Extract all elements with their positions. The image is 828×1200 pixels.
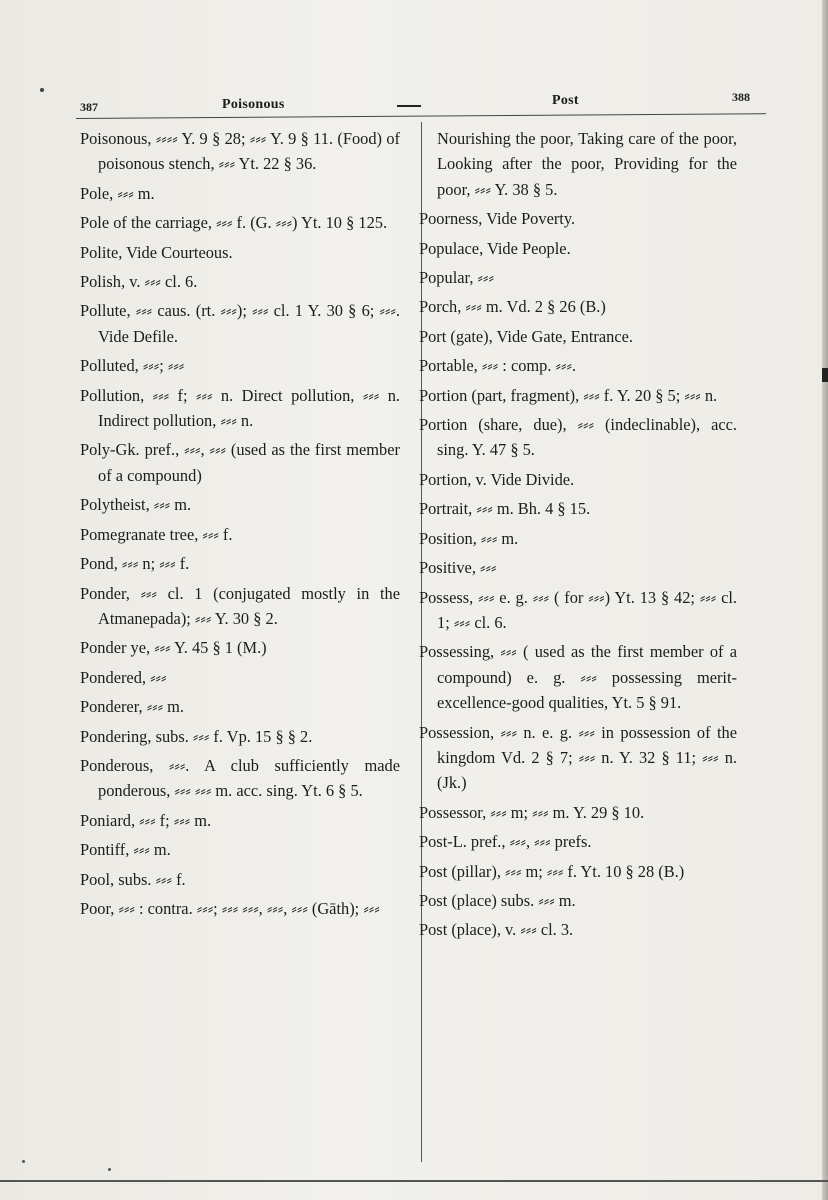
dictionary-entry: Possessor, ⸗⸗⸗ m; ⸗⸗⸗ m. Y. 29 § 10. [419, 802, 645, 822]
dictionary-entry: Pondering, subs. ⸗⸗⸗ f. Vp. 15 § § 2. [80, 726, 313, 746]
dictionary-entry: Polluted, ⸗⸗⸗; ⸗⸗⸗ [80, 356, 185, 376]
header-dash [397, 105, 421, 107]
dictionary-entry: Pole, ⸗⸗⸗ m. [80, 183, 155, 203]
right-column [419, 126, 737, 947]
page-header [0, 0, 828, 120]
dictionary-entry: Nourishing the poor, Taking care of the poor, Looking after the poor, Providing for the poor, ⸗⸗⸗ Y. 38 § 5. [437, 129, 737, 199]
dictionary-entry: Possessing, ⸗⸗⸗ ( used as the first member of a compound) e. g. ⸗⸗⸗ possessing merit-excellence-good qualities, Yt. 5 § 91. [419, 642, 737, 713]
dictionary-entry: Poor, ⸗⸗⸗ : contra. ⸗⸗⸗; ⸗⸗⸗ ⸗⸗⸗, ⸗⸗⸗, ⸗⸗⸗ (Gāth); ⸗⸗⸗ [80, 898, 380, 918]
page-number-left: 387 [80, 100, 98, 114]
dictionary-entry: Portion, v. Vide Divide. [419, 469, 575, 489]
dictionary-entry: Porch, ⸗⸗⸗ m. Vd. 2 § 26 (B.) [419, 297, 606, 317]
bottom-rule [0, 1180, 828, 1182]
dictionary-entry: Port (gate), Vide Gate, Entrance. [419, 326, 633, 346]
dictionary-entry: Pole of the carriage, ⸗⸗⸗ f. (G. ⸗⸗⸗) Yt. 10 § 125. [80, 213, 388, 233]
dictionary-entry: Populace, Vide People. [419, 238, 571, 258]
dictionary-entry: Pondered, ⸗⸗⸗ [80, 667, 167, 687]
ink-speck [108, 1168, 111, 1171]
dictionary-entry: Portable, ⸗⸗⸗ : comp. ⸗⸗⸗. [419, 356, 577, 376]
dictionary-entry: Pool, subs. ⸗⸗⸗ f. [80, 869, 186, 889]
dictionary-entry: Poniard, ⸗⸗⸗ f; ⸗⸗⸗ m. [80, 810, 212, 830]
dictionary-entry: Polish, v. ⸗⸗⸗ cl. 6. [80, 272, 198, 292]
page-number-right: 388 [732, 90, 750, 104]
dictionary-entry: Ponderer, ⸗⸗⸗ m. [80, 697, 185, 717]
dictionary-entry: Ponderous, ⸗⸗⸗. A club sufficiently made ponderous, ⸗⸗⸗ ⸗⸗⸗ m. acc. sing. Yt. 6 § 5. [80, 755, 400, 801]
dictionary-entry: Poly-Gk. pref., ⸗⸗⸗, ⸗⸗⸗ (used as the first member of a compound) [80, 440, 400, 485]
running-head-left: Poisonous [222, 97, 285, 112]
dictionary-entry: Post (place) subs. ⸗⸗⸗ m. [419, 890, 576, 910]
dictionary-entry: Position, ⸗⸗⸗ m. [419, 528, 519, 548]
dictionary-entry: Possess, ⸗⸗⸗ e. g. ⸗⸗⸗ ( for ⸗⸗⸗) Yt. 13 § 42; ⸗⸗⸗ cl. 1; ⸗⸗⸗ cl. 6. [419, 587, 737, 632]
dictionary-entry: Portion (share, due), ⸗⸗⸗ (indeclinable), acc. sing. Y. 47 § 5. [419, 415, 737, 460]
dictionary-entry: Polytheist, ⸗⸗⸗ m. [80, 495, 192, 515]
dictionary-entry: Poisonous, ⸗⸗⸗⸗ Y. 9 § 28; ⸗⸗⸗ Y. 9 § 11. (Food) of poisonous stench, ⸗⸗⸗ Yt. 22 § 36. [80, 129, 400, 174]
dictionary-entry: Positive, ⸗⸗⸗ [419, 558, 497, 578]
dictionary-entry: Polite, Vide Courteous. [80, 242, 233, 262]
header-rule [76, 113, 766, 119]
dictionary-entry: Pomegranate tree, ⸗⸗⸗ f. [80, 524, 233, 544]
dictionary-entry: Possession, ⸗⸗⸗ n. e. g. ⸗⸗⸗ in possession of the kingdom Vd. 2 § 7; ⸗⸗⸗ n. Y. 32 § 11; ⸗⸗⸗ n. (Jk.) [419, 722, 737, 793]
dictionary-entry: Pond, ⸗⸗⸗ n; ⸗⸗⸗ f. [80, 554, 190, 574]
dictionary-entry: Post (place), v. ⸗⸗⸗ cl. 3. [419, 920, 574, 940]
ink-mark [40, 88, 44, 92]
dictionary-entry: Portrait, ⸗⸗⸗ m. Bh. 4 § 15. [419, 499, 591, 519]
dictionary-entry: Poorness, Vide Poverty. [419, 209, 576, 229]
dictionary-entry: Popular, ⸗⸗⸗ [419, 268, 494, 288]
running-head-right: Post [552, 93, 579, 108]
dictionary-entry: Portion (part, fragment), ⸗⸗⸗ f. Y. 20 § 5; ⸗⸗⸗ n. [419, 385, 718, 405]
ink-speck [22, 1160, 25, 1163]
dictionary-entry: Ponder ye, ⸗⸗⸗ Y. 45 § 1 (M.) [80, 638, 267, 658]
dictionary-entry: Post (pillar), ⸗⸗⸗ m; ⸗⸗⸗ f. Yt. 10 § 28 (B.) [419, 861, 685, 881]
dictionary-entry: Post-L. pref., ⸗⸗⸗, ⸗⸗⸗ prefs. [419, 832, 592, 852]
left-column [80, 126, 400, 925]
page-edge-shadow [822, 0, 828, 1200]
dictionary-entry: Pontiff, ⸗⸗⸗ m. [80, 840, 171, 860]
edge-mark [822, 368, 828, 382]
dictionary-entry: Pollute, ⸗⸗⸗ caus. (rt. ⸗⸗⸗); ⸗⸗⸗ cl. 1 Y. 30 § 6; ⸗⸗⸗. Vide Defile. [80, 301, 400, 346]
dictionary-entry: Pollution, ⸗⸗⸗ f; ⸗⸗⸗ n. Direct pollution, ⸗⸗⸗ n. Indirect pollution, ⸗⸗⸗ n. [80, 385, 400, 431]
dictionary-entry: Ponder, ⸗⸗⸗ cl. 1 (conjugated mostly in the Atmanepada); ⸗⸗⸗ Y. 30 § 2. [80, 583, 400, 628]
